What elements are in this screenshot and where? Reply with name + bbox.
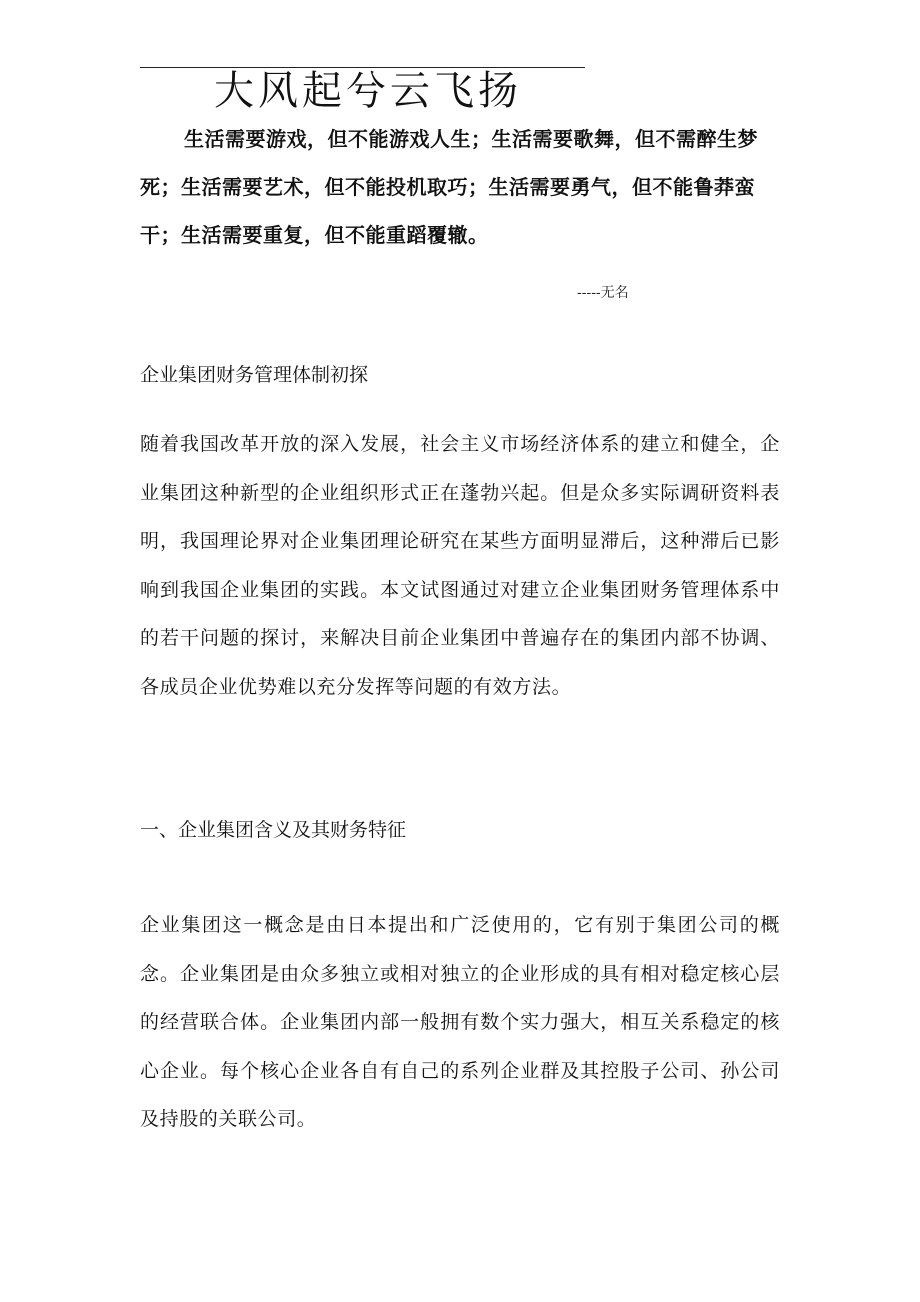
article-title: 企业集团财务管理体制初探	[140, 364, 369, 386]
section-1-paragraph: 企业集团这一概念是由日本提出和广泛使用的，它有别于集团公司的概念。企业集团是由众多独立或相对独立的企业形成的具有相对稳定核心层的经营联合体。企业集团内部一般拥有数个实力强大，相互关系稳定的核心企业。每个核心企业各自有自己的系列企业群及其控股子公司、孙公司及持股的关联公司。	[140, 914, 780, 1131]
quote-attribution: -----无名	[577, 285, 629, 301]
intro-paragraph: 随着我国改革开放的深入发展，社会主义市场经济体系的建立和健全，企业集团这种新型的企业组织形式正在蓬勃兴起。但是众多实际调研资料表明，我国理论界对企业集团理论研究在某些方面明显滞后，这种滞后已影响到我国企业集团的实践。本文试图通过对建立企业集团财务管理体系中的若干问题的探讨，来解决目前企业集团中普遍存在的集团内部不协调、各成员企业优势难以充分发挥等问题的有效方法。	[140, 433, 780, 698]
section-1-heading: 一、企业集团含义及其财务特征	[140, 819, 407, 841]
opening-quote: 生活需要游戏，但不能游戏人生；生活需要歌舞，但不需醉生梦死；生活需要艺术，但不能投机取巧；生活需要勇气，但不能鲁莽蛮干；生活需要重复，但不能重蹈覆辙。	[140, 127, 758, 247]
banner-calligraphy-title: 大风起兮云飞扬	[214, 68, 522, 114]
